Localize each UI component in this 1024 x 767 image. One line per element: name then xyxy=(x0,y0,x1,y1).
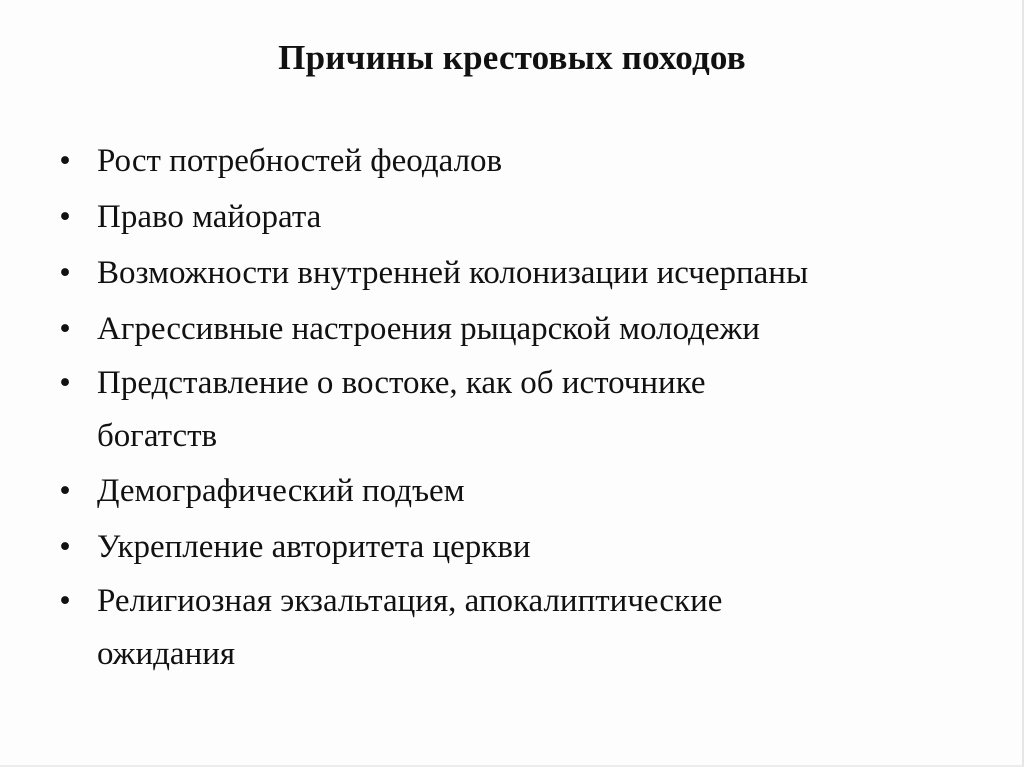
list-item xyxy=(55,463,985,519)
list-item-text: Представление о востоке, как об источнике богатств xyxy=(97,365,706,454)
bullet-icon: • xyxy=(59,473,71,509)
bullet-icon: • xyxy=(59,583,71,619)
reasons-list xyxy=(55,133,985,681)
list-item-text: Укрепление авторитета церкви xyxy=(97,529,531,565)
list-item xyxy=(55,575,985,681)
bullet-icon: • xyxy=(59,311,71,347)
list-item xyxy=(55,189,985,245)
bullet-icon: • xyxy=(59,143,71,179)
list-item-text: Демографический подъем xyxy=(97,473,465,509)
slide-title: Причины крестовых походов xyxy=(278,38,746,77)
list-item-text: Агрессивные настроения рыцарской молодежи xyxy=(97,311,760,347)
list-item xyxy=(55,133,985,189)
list-item xyxy=(55,519,985,575)
list-item xyxy=(55,357,985,463)
bullet-icon: • xyxy=(59,255,71,291)
list-item-text: Право майората xyxy=(97,199,322,235)
list-item xyxy=(55,301,985,357)
list-item-text: Религиозная экзальтация, апокалиптические ожидания xyxy=(97,583,723,672)
list-item xyxy=(55,245,985,301)
bullet-icon: • xyxy=(59,199,71,235)
list-item-text: Возможности внутренней колонизации исчерпаны xyxy=(97,255,809,291)
bullet-icon: • xyxy=(59,529,71,565)
bullet-icon: • xyxy=(59,365,71,401)
list-item-text: Рост потребностей феодалов xyxy=(97,143,503,179)
